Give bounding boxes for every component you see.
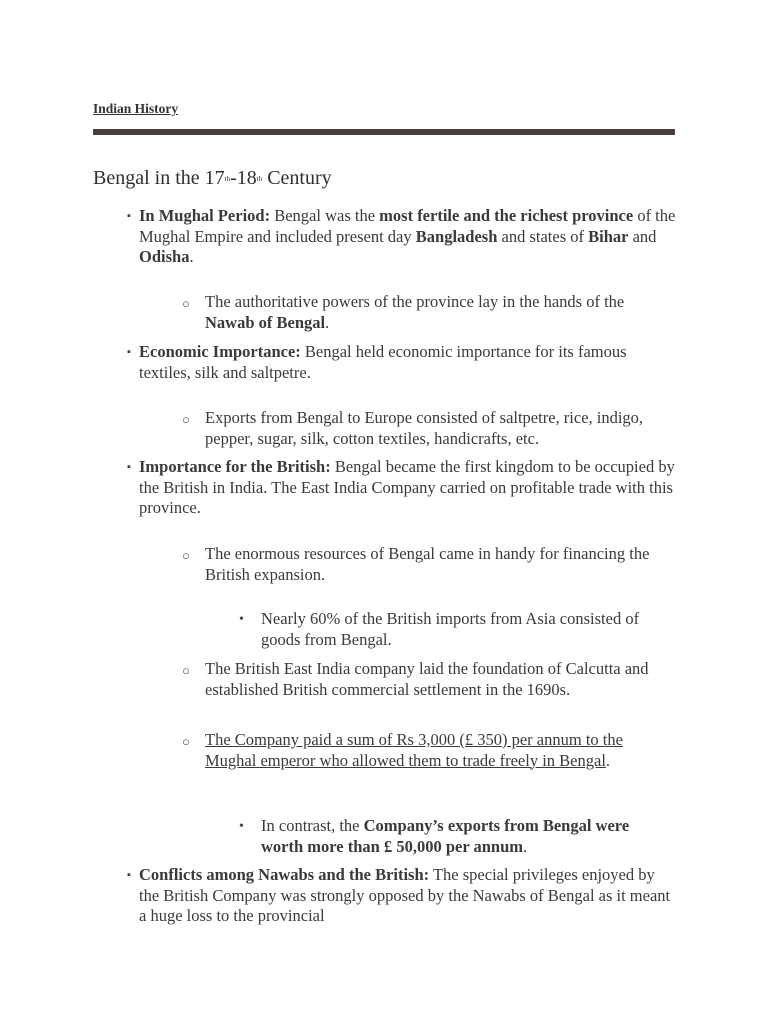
header-divider <box>93 129 675 135</box>
british-sub3-sub-text-2: . <box>523 836 528 856</box>
list-item-british-sub-3-sub <box>239 816 661 857</box>
square-bullet-icon: ▪ <box>127 869 131 881</box>
british-text: Bengal became the first kingdom to be occupied by the British in India. The East India Company carried on profitable trade with this province. <box>139 457 675 517</box>
economic-text: Bengal held economic importance for its famous textiles, silk and saltpetre. <box>139 342 627 382</box>
british-sub1-sub-text: Nearly 60% of the British imports from Asia consisted of goods from Bengal. <box>261 609 640 649</box>
mughal-text-1: Bengal was the <box>270 206 380 225</box>
list-item-british <box>127 457 679 519</box>
dot-bullet-icon: • <box>239 819 244 834</box>
circle-bullet-icon: ○ <box>182 412 190 427</box>
square-bullet-icon: ▪ <box>127 210 131 222</box>
british-sub3-sub-bold: Company’s exports from Bengal were worth more than £ 50,000 per annum <box>261 816 630 856</box>
list-item-economic <box>127 342 679 383</box>
british-sub3-underlined-text: The Company paid a sum of Rs 3,000 (£ 350) per annum to the Mughal emperor who allowed them to trade freely in Bengal <box>205 730 623 770</box>
circle-bullet-icon: ○ <box>182 663 190 678</box>
british-sub2-text: The British East India company laid the foundation of Calcutta and established British commercial settlement in the 1690s. <box>205 659 649 699</box>
mughal-heading: In Mughal Period: <box>139 206 271 225</box>
dot-bullet-icon: • <box>239 612 244 627</box>
economic-heading: Economic Importance: <box>139 342 301 361</box>
list-item-economic-sub <box>182 408 665 449</box>
title-suffix: Century <box>262 167 332 189</box>
list-item-british-sub-2 <box>182 659 665 700</box>
circle-bullet-icon: ○ <box>182 296 190 311</box>
list-item-mughal <box>127 206 679 268</box>
circle-bullet-icon: ○ <box>182 734 190 749</box>
list-item-conflicts <box>127 865 679 927</box>
british-sub3-sub-text-1: In contrast, the <box>261 816 364 835</box>
list-item-british-sub-1-sub <box>239 609 661 650</box>
mughal-text-5: . <box>189 247 194 266</box>
title-superscript-1: th <box>224 175 231 183</box>
list-item-british-sub-1 <box>182 544 665 585</box>
square-bullet-icon: ▪ <box>127 461 131 473</box>
mughal-bold-3: Bihar <box>588 226 629 246</box>
list-item-british-sub-3 <box>182 730 665 771</box>
list-item-mughal-sub <box>182 292 665 333</box>
mughal-bold-1: most fertile and the richest province <box>379 206 634 225</box>
mughal-text-2: of the Mughal Empire and included present day <box>139 206 676 246</box>
economic-sub-text: Exports from Bengal to Europe consisted of saltpetre, rice, indigo, pepper, sugar, silk, cotton textiles, handicrafts, etc. <box>205 408 644 448</box>
conflicts-heading: Conflicts among Nawabs and the British: <box>139 865 430 884</box>
title-superscript-2: th <box>256 175 263 183</box>
circle-bullet-icon: ○ <box>182 548 190 563</box>
conflicts-text: The special privileges enjoyed by the British Company was strongly opposed by the Nawabs of Bengal as it meant a huge loss to the provincial <box>139 865 671 925</box>
mughal-bold-4: Odisha <box>139 247 190 266</box>
mughal-sub-text-1: The authoritative powers of the province lay in the hands of the <box>205 292 625 311</box>
british-sub3-period: . <box>605 750 611 770</box>
mughal-bold-2: Bangladesh <box>415 226 498 246</box>
square-bullet-icon: ▪ <box>127 346 131 358</box>
title-middle: -18 <box>230 167 257 189</box>
mughal-sub-bold: Nawab of Bengal <box>205 312 326 332</box>
section-header-label: Indian History <box>93 101 179 116</box>
title-prefix: Bengal in the 17 <box>93 167 225 189</box>
page-title <box>93 167 332 190</box>
mughal-text-4: and <box>628 226 657 246</box>
british-heading: Importance for the British: <box>139 457 331 476</box>
mughal-sub-text-2: . <box>325 312 330 332</box>
british-sub1-text: The enormous resources of Bengal came in handy for financing the British expansion. <box>205 544 650 584</box>
mughal-text-3: and states of <box>497 226 589 246</box>
